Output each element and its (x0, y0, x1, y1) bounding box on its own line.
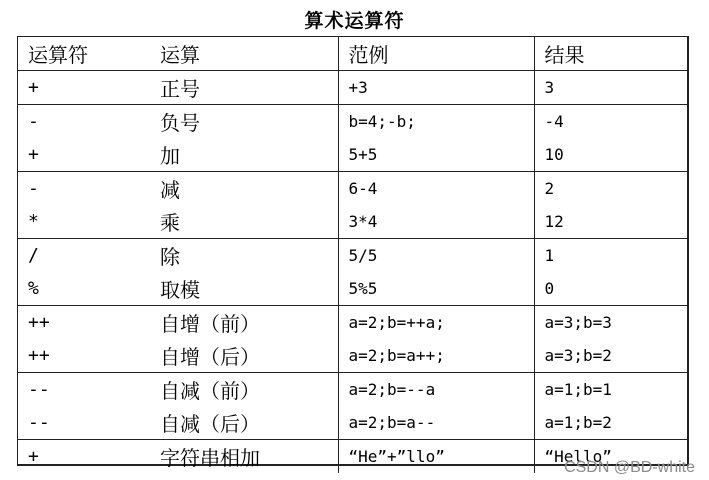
table-row (18, 138, 687, 172)
example-cell: 3*4 (338, 205, 534, 239)
table-row (18, 105, 687, 139)
operation-cell: 除 (160, 245, 180, 269)
header-example: 范例 (338, 37, 534, 71)
operator-cell: + (28, 446, 39, 467)
operator-cell: -- (18, 406, 154, 440)
table-row (18, 406, 687, 440)
example-cell: 5+5 (338, 138, 534, 172)
example-cell: a=2;b=++a; (338, 306, 534, 340)
example-cell: “He”+”llo” (338, 440, 534, 474)
header-result: 结果 (534, 37, 687, 71)
operation-cell: 正号 (154, 71, 338, 105)
table-row (18, 205, 687, 239)
operation-cell: 自减（前） (160, 379, 260, 403)
operation-cell: 乘 (154, 205, 338, 239)
example-cell: a=2;b=a++; (338, 339, 534, 373)
table-row (18, 71, 687, 105)
result-cell: 1 (534, 239, 687, 273)
table-row (18, 239, 687, 273)
table-row (18, 172, 687, 206)
operation-cell: 字符串相加 (160, 446, 260, 470)
operator-cell: ++ (18, 339, 154, 373)
result-cell: a=1;b=1 (534, 373, 687, 407)
operator-cell: + (18, 138, 154, 172)
header-operation: 运算 (154, 37, 338, 71)
result-cell: -4 (534, 105, 687, 139)
operation-cell: 自减（后） (154, 406, 338, 440)
operator-cell: - (28, 178, 39, 199)
example-cell: 5%5 (338, 272, 534, 306)
example-cell: 6-4 (338, 172, 534, 206)
result-cell: 3 (534, 71, 687, 105)
example-cell: a=2;b=--a (338, 373, 534, 407)
result-cell: “Hello” (534, 440, 687, 474)
operator-cell: - (28, 111, 39, 132)
result-cell: 2 (534, 172, 687, 206)
table-row (18, 339, 687, 373)
operation-cell: 取模 (154, 272, 338, 306)
operation-cell: 负号 (160, 111, 200, 135)
operator-cell: * (18, 205, 154, 239)
result-cell: 12 (534, 205, 687, 239)
operation-cell: 自增（前） (160, 312, 260, 336)
watermark: CSDN @BD-white (564, 459, 695, 476)
table-row (18, 306, 687, 340)
table-row (18, 272, 687, 306)
operator-cell: ++ (28, 312, 50, 333)
result-cell: a=1;b=2 (534, 406, 687, 440)
example-cell: 5/5 (338, 239, 534, 273)
example-cell: +3 (338, 71, 534, 105)
header-operator: 运算符 (18, 37, 154, 71)
result-cell: 0 (534, 272, 687, 306)
header-row (18, 37, 687, 71)
result-cell: a=3;b=3 (534, 306, 687, 340)
operation-cell: 加 (154, 138, 338, 172)
result-cell: a=3;b=2 (534, 339, 687, 373)
operator-cell: % (18, 272, 154, 306)
result-cell: 10 (534, 138, 687, 172)
table-row (18, 373, 687, 407)
table-title: 算术运算符 (304, 10, 405, 32)
example-cell: a=2;b=a-- (338, 406, 534, 440)
operator-cell: -- (28, 379, 50, 400)
operation-cell: 减 (160, 178, 180, 202)
example-cell: b=4;-b; (338, 105, 534, 139)
operator-cell: / (28, 245, 39, 266)
operation-cell: 自增（后） (154, 339, 338, 373)
operator-cell: + (18, 71, 154, 105)
